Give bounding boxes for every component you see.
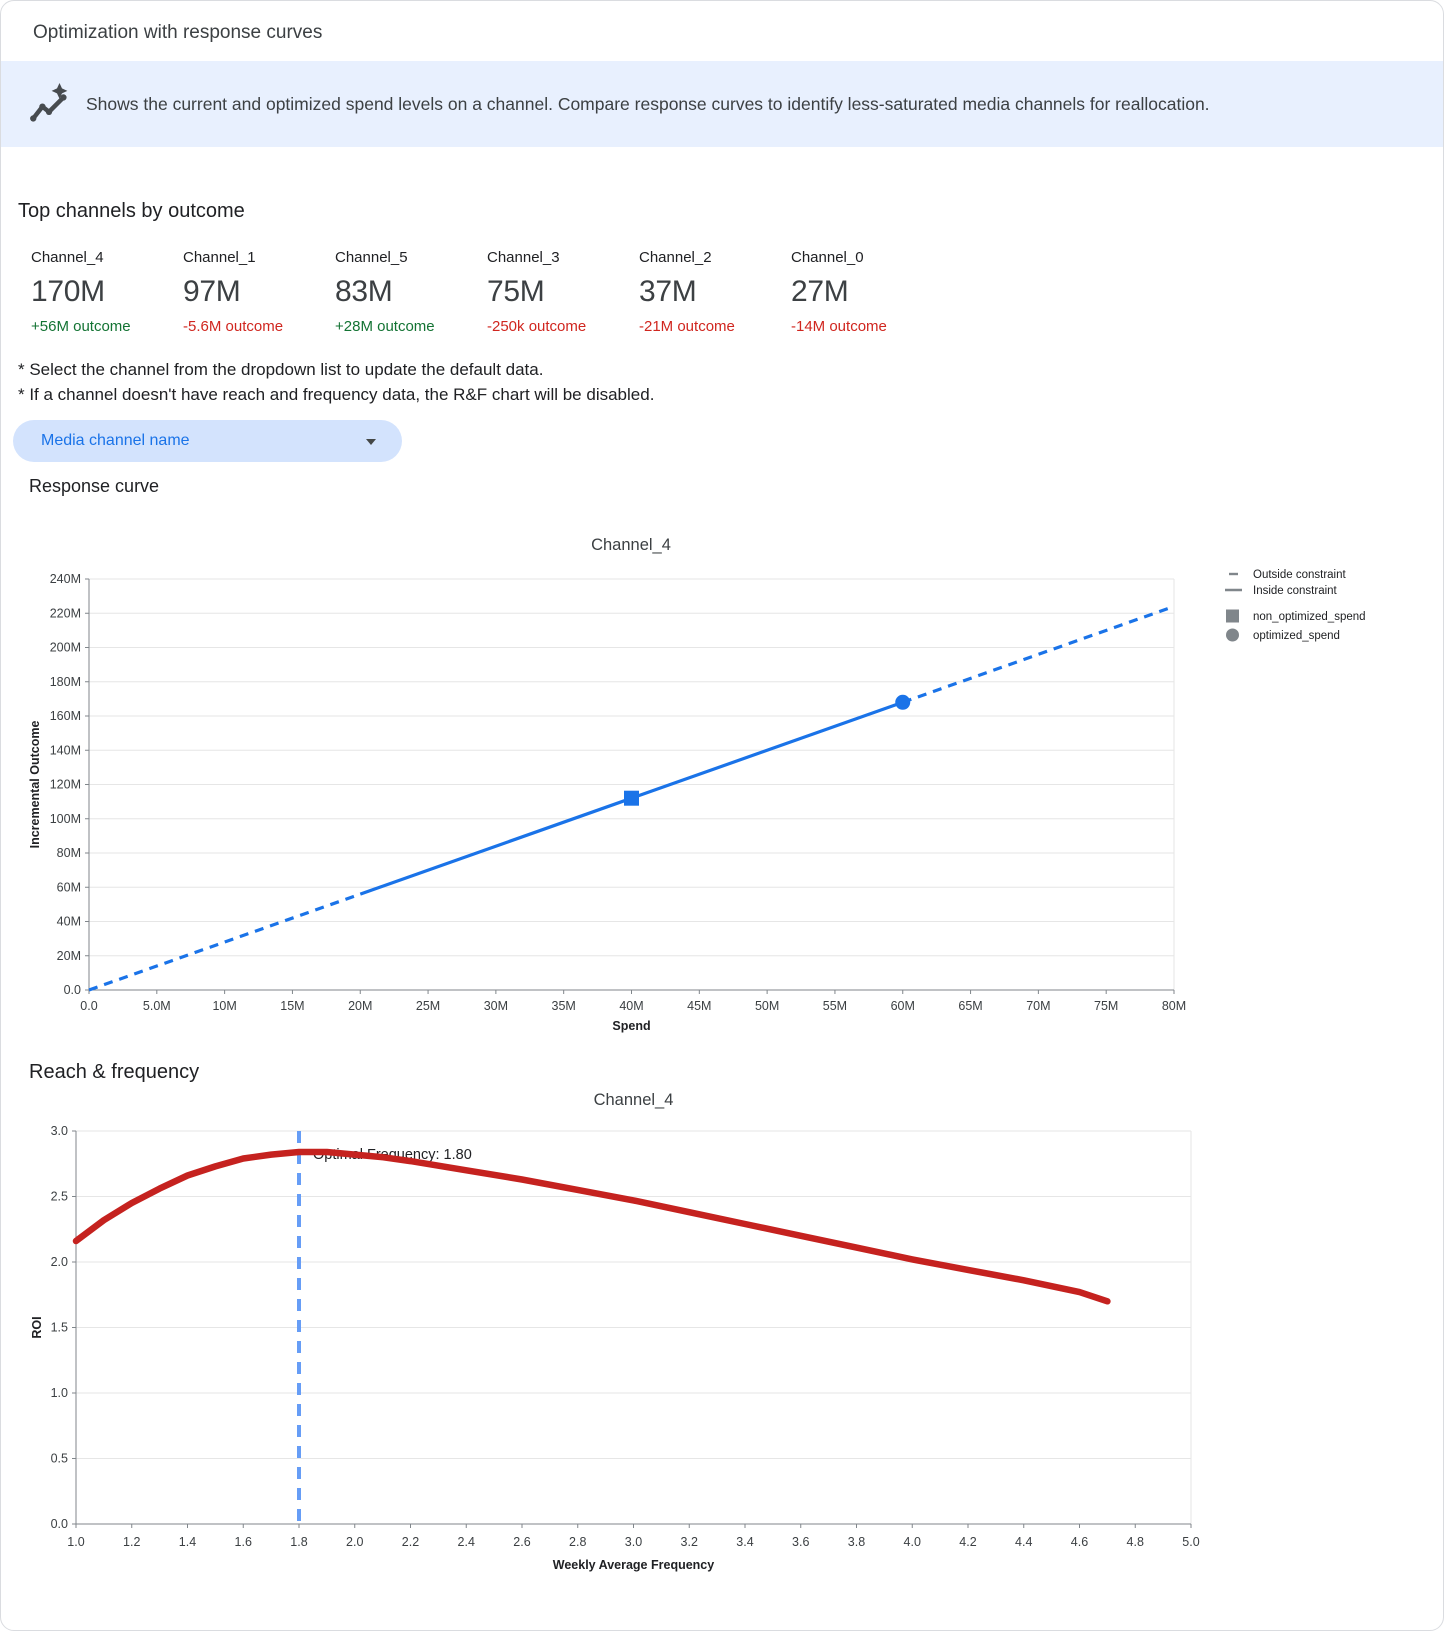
channel-name: Channel_4 [31,249,104,266]
insights-icon [28,83,70,125]
y-tick-label: 100M [49,811,81,826]
chevron-down-icon [366,439,376,445]
y-tick-label: 120M [49,777,81,792]
x-tick-label: 1.0 [67,1535,85,1549]
y-tick-label: 2.0 [50,1255,68,1269]
chart-title: Channel_4 [593,1091,674,1109]
channel-outcome-total: 83M [335,275,393,308]
x-axis-label: Spend [612,1019,651,1033]
channel-name: Channel_1 [183,249,256,266]
footnote-line: * Select the channel from the dropdown list to update the default data. [18,360,544,379]
channel-outcome-total: 170M [31,275,105,308]
top-channels-heading: Top channels by outcome [18,200,245,222]
y-axis-label: Incremental Outcome [28,720,42,849]
chart-title: Channel_4 [591,536,671,554]
x-tick-label: 60M [890,999,915,1013]
channel-card [183,249,335,335]
x-tick-label: 4.6 [1070,1535,1089,1549]
channel-outcome-delta: -250k outcome [487,318,587,335]
x-tick-label: 10M [212,999,237,1013]
x-tick-label: 3.6 [792,1535,810,1549]
y-tick-label: 0.0 [50,1517,68,1531]
y-tick-label: 0.5 [50,1451,68,1466]
x-tick-label: 30M [483,999,509,1013]
x-tick-label: 45M [687,999,712,1013]
channel-outcome-total: 37M [639,275,697,308]
channel-outcome-total: 75M [487,275,545,308]
y-tick-label: 20M [56,948,81,963]
channel-name: Channel_3 [487,249,560,266]
legend-label: non_optimized_spend [1253,611,1366,623]
x-tick-label: 15M [280,999,305,1013]
channel-outcome-delta: -21M outcome [639,318,735,335]
x-tick-label: 4.2 [959,1535,977,1549]
x-tick-label: 2.8 [569,1535,587,1549]
y-tick-label: 220M [49,606,81,621]
channel-outcome-delta: +56M outcome [31,318,131,335]
channel-name: Channel_5 [335,249,408,266]
banner-description: Shows the current and optimized spend levels on a channel. Compare response curves to identify less-saturated media channels for reallocation. [86,93,1210,114]
y-tick-label: 3.0 [50,1124,68,1138]
channel-name: Channel_2 [639,249,712,266]
x-tick-label: 1.2 [123,1535,141,1549]
x-axis-label: Weekly Average Frequency [552,1558,715,1572]
y-tick-label: 200M [49,640,81,655]
y-tick-label: 80M [56,846,81,860]
reach-frequency-chart [1,1041,1444,1631]
channel-outcome-delta: -14M outcome [791,318,887,335]
response-line-dashed [89,894,360,990]
x-tick-label: 4.8 [1126,1535,1144,1549]
x-tick-label: 80M [1161,999,1187,1013]
x-tick-label: 2.2 [401,1535,420,1549]
x-tick-label: 55M [822,999,848,1013]
x-tick-label: 65M [958,999,983,1013]
response-curve-heading: Response curve [29,476,160,496]
channel-card [791,249,943,335]
x-tick-label: 2.6 [513,1535,531,1549]
channel-outcome-total: 27M [791,275,849,308]
x-tick-label: 75M [1094,999,1119,1013]
x-tick-label: 2.4 [457,1535,475,1549]
roi-curve [76,1152,1107,1301]
y-tick-label: 60M [56,880,81,895]
channel-outcome-delta: +28M outcome [335,318,435,335]
footnote-line: * If a channel doesn't have reach and frequency data, the R&F chart will be disabled. [18,385,655,404]
y-tick-label: 0.0 [63,983,81,997]
x-tick-label: 1.4 [178,1535,197,1549]
y-tick-label: 2.5 [50,1189,68,1204]
channel-card [335,249,487,335]
y-tick-label: 240M [49,572,81,586]
x-tick-label: 20M [348,999,373,1013]
channel-card [639,249,791,335]
media-channel-dropdown[interactable] [13,420,402,462]
y-tick-label: 180M [49,674,81,689]
y-tick-label: 1.0 [50,1386,68,1400]
reach-frequency-heading: Reach & frequency [29,1061,200,1083]
x-tick-label: 5.0 [1182,1535,1200,1549]
channel-outcome-total: 97M [183,275,241,308]
x-tick-label: 4.4 [1015,1535,1033,1549]
channel-card [487,249,639,335]
media-channel-dropdown-label: Media channel name [41,432,190,449]
x-tick-label: 3.8 [847,1535,866,1549]
legend-circle-glyph [1226,629,1239,642]
channel-card [31,249,183,335]
footnotes [18,357,654,407]
x-tick-label: 5.0M [142,999,171,1013]
x-tick-label: 25M [415,999,441,1013]
x-tick-label: 3.4 [736,1535,754,1549]
x-tick-label: 50M [754,999,780,1013]
x-tick-label: 70M [1026,999,1051,1013]
optimized-spend-marker [895,695,910,710]
optimal-frequency-annotation: Optimal Frequency: 1.80 [313,1147,472,1163]
x-tick-label: 0.0 [80,999,98,1013]
page-title: Optimization with response curves [33,22,323,43]
y-tick-label: 140M [49,743,81,758]
top-channels-row [31,249,943,335]
channel-name: Channel_0 [791,249,864,266]
x-tick-label: 40M [619,999,644,1013]
legend-label: Inside constraint [1253,585,1337,597]
legend-label: optimized_spend [1253,630,1340,642]
x-tick-label: 4.0 [903,1535,921,1549]
y-tick-label: 160M [49,709,81,723]
legend-label: Outside constraint [1253,569,1346,581]
x-tick-label: 3.2 [680,1535,698,1549]
non-optimized-spend-marker [624,791,639,806]
response-line-dashed [903,606,1174,702]
x-tick-label: 1.8 [290,1535,308,1549]
channel-outcome-delta: -5.6M outcome [183,318,284,335]
response-curve-chart [1,506,1444,1036]
legend-square-glyph [1226,610,1239,623]
x-tick-label: 2.0 [346,1535,364,1549]
x-tick-label: 35M [551,999,576,1013]
y-tick-label: 1.5 [50,1320,68,1335]
x-tick-label: 3.0 [624,1535,643,1549]
y-tick-label: 40M [56,914,81,929]
info-banner [1,61,1443,147]
y-axis-label: ROI [30,1316,44,1339]
x-tick-label: 1.6 [234,1535,252,1549]
